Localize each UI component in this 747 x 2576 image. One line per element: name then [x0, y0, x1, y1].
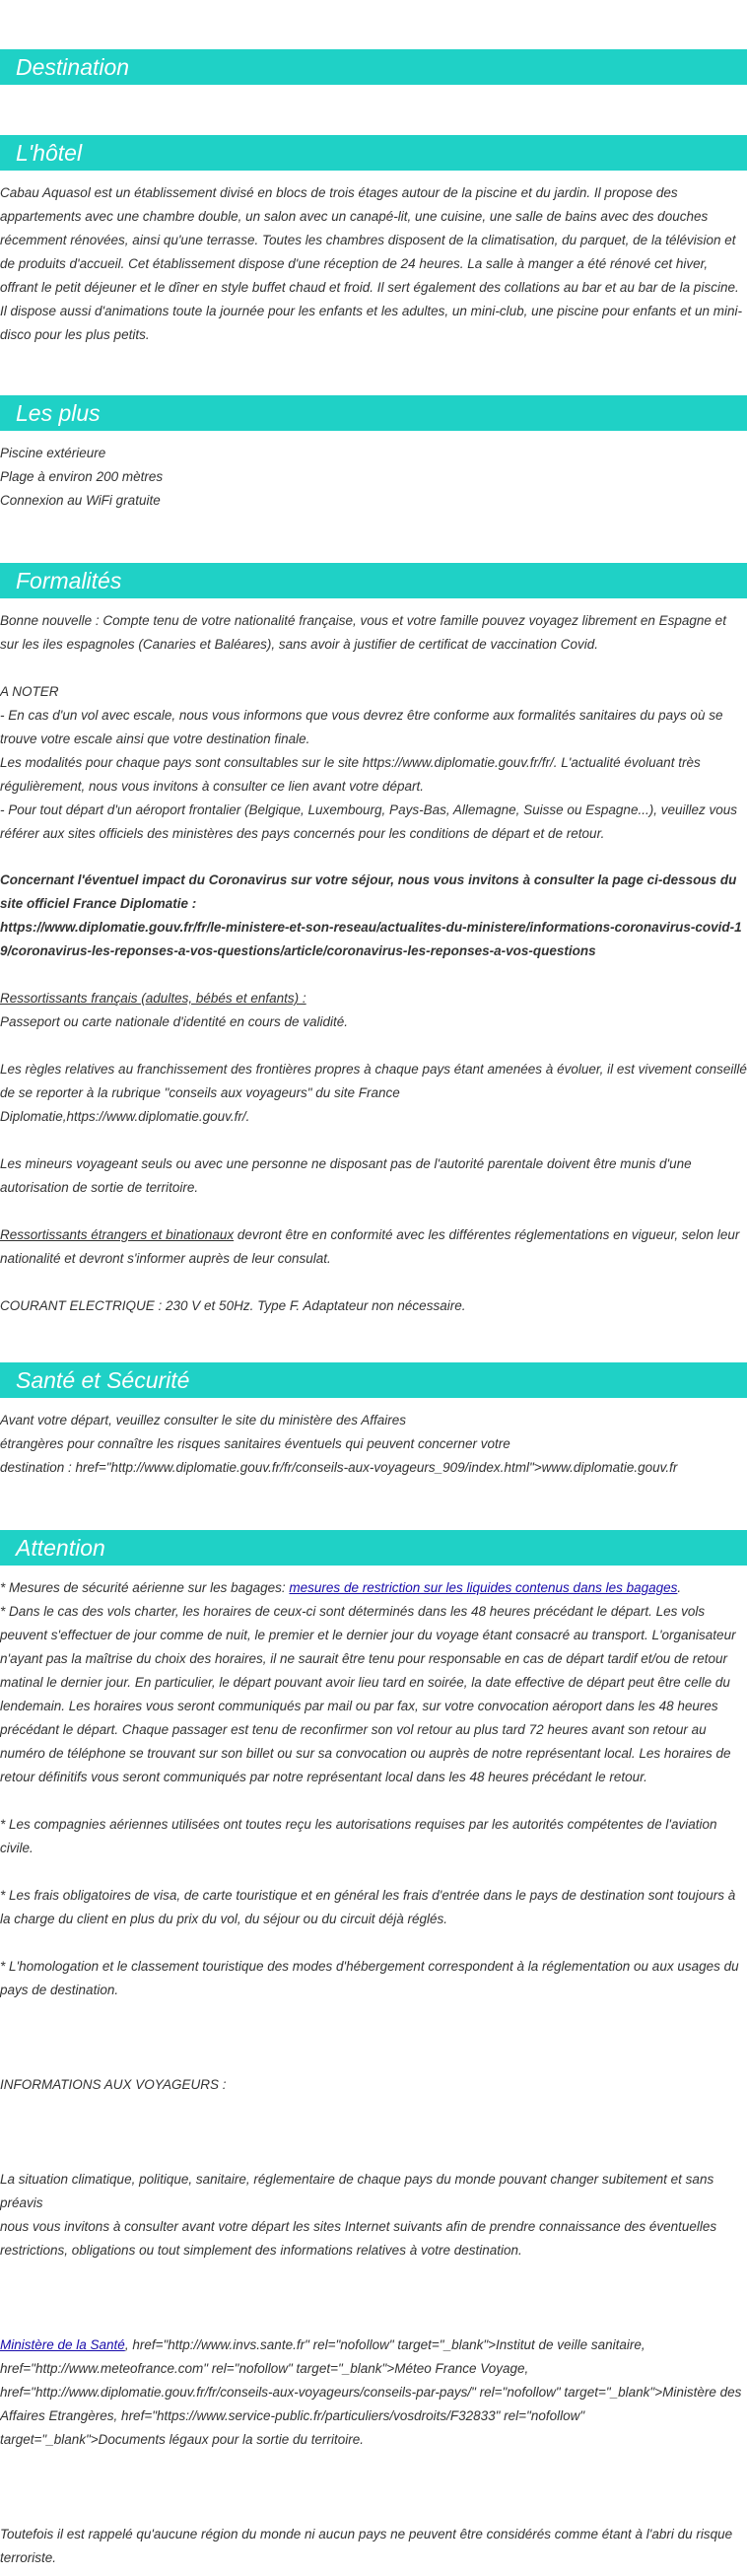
a-noter-heading: A NOTER [0, 684, 59, 699]
section-header-formalites: Formalités [0, 563, 747, 598]
section-header-attention: Attention [0, 1530, 747, 1566]
bagages-suffix: . [677, 1580, 682, 1595]
charter-text: * Dans le cas des vols charter, les horaires de ceux-ci sont déterminés dans les 48 heures précédant le départ. Les vols peuvent s'effectuer de jour comme de nuit, le premier et le dernier jour du voyage étant consacré au transport. L'organisateur n'ayant pas la maîtrise du choix des horaires, il ne saurait être tenu pour responsable en cas de départ tardif et/ou de retour matinal le dernier jour. En particulier, le départ pouvant avoir lieu tard en soirée, la date effective de départ peut être celle du lendemain. Les horaires vous seront communiqués par mail ou par fax, sur votre convocation aéroport dans les 48 heures précédant le départ. Chaque passager est tenu de reconfirmer son vol retour au plus tard 72 heures avant son retour au numéro de téléphone se trouvant sur son billet ou sur sa convocation ou auprès de notre représentant local. Les horaires de retour définitifs vous seront communiqués par notre représentant local dans les 48 heures précédant le retour. [0, 1604, 736, 1784]
etrangers-heading: Ressortissants étrangers et binationaux [0, 1227, 235, 1242]
section-header-hotel: L'hôtel [0, 135, 747, 171]
bagages-restriction-link[interactable]: mesures de restriction sur les liquides contenus dans les bagages [289, 1580, 678, 1595]
toutefois-text: Toutefois il est rappelé qu'aucune région du monde ni aucun pays ne peuvent être considérés comme étant à l'abri du risque terroriste. [0, 2527, 733, 2565]
compagnies-text: * Les compagnies aériennes utilisées ont toutes reçu les autorisations requises par les autorités compétentes de l'aviation civile. [0, 1817, 717, 1855]
plus-item: Piscine extérieure [0, 446, 106, 460]
homologation-text: * L'homologation et le classement touristique des modes d'hébergement correspondent à la réglementation ou aux usages du pays de destination. [0, 1959, 739, 1997]
a-noter-escale: - En cas d'un vol avec escale, nous vous informons que vous devrez être conforme aux formalités sanitaires du pays où se trouve votre escale ainsi que votre destination finale. [0, 708, 723, 746]
informations-voyageurs-heading: INFORMATIONS AUX VOYAGEURS : [0, 2077, 227, 2092]
etrangers-text [0, 1223, 747, 1271]
section-header-sante: Santé et Sécurité [0, 1362, 747, 1398]
ressortissants-francais-text: Passeport ou carte nationale d'identité en cours de validité. [0, 1014, 349, 1029]
coronavirus-block [0, 869, 747, 963]
section-header-plus: Les plus [0, 395, 747, 431]
regles-block [0, 1058, 747, 1129]
mineurs-text: Les mineurs voyageant seuls ou avec une personne ne disposant pas de l'autorité parentale doivent être munis d'une autorisation de sortie de territoire. [0, 1156, 692, 1195]
situation-text: La situation climatique, politique, sanitaire, réglementaire de chaque pays du monde pouvant changer subitement et sans préavis [0, 2172, 714, 2210]
regles-diplomatie: Diplomatie,https://www.diplomatie.gouv.fr/. [0, 1109, 250, 1124]
bagages-text [0, 1576, 747, 1600]
situation-invitation: nous vous invitons à consulter avant votre départ les sites Internet suivants afin de prendre connaissance des éventuelles restrictions, obligations ou tout simplement des informations relatives à votre destination. [0, 2219, 717, 2258]
a-noter-frontalier: - Pour tout départ d'un aéroport frontalier (Belgique, Luxembourg, Pays-Bas, Allemagne, Suisse ou Espagne...), veuillez vous référer aux sites officiels des ministères des pays concernés pour les conditions de départ et de retour. [0, 802, 737, 841]
sante-line: destination : href="http://www.diplomatie.gouv.fr/fr/conseils-aux-voyageurs_909/index.html">www.diplomatie.gouv.fr [0, 1460, 678, 1475]
a-noter-block [0, 680, 747, 846]
ministere-sante-link[interactable]: Ministère de la Santé [0, 2337, 125, 2352]
ressortissants-francais-heading: Ressortissants français (adultes, bébés et enfants) : [0, 991, 306, 1006]
situation-block [0, 2168, 747, 2263]
formalites-intro: Bonne nouvelle : Compte tenu de votre nationalité française, vous et votre famille pouvez voyagez librement en Espagne et sur les iles espagnoles (Canaries et Baléares), sans avoir à justifier de certificat de vaccination Covid. [0, 613, 726, 652]
ministere-sites-rest: , href="http://www.invs.sante.fr" rel="nofollow" target="_blank">Institut de veille sanitaire, href="http://www.meteofrance.com" rel="nofollow" target="_blank">Méteo France Voyage, href="http://www.diplomatie.gouv.fr/fr/conseils-aux-voyageurs/conseils-par-pays/" rel="nofollow" target="_blank">Ministère des Affaires Etrangères, href="https://www.service-public.fr/particuliers/vosdroits/F32833" rel="nofollow" target="_blank">Documents légaux pour la sortie du territoire. [0, 2337, 742, 2447]
bagages-prefix: * Mesures de sécurité aérienne sur les bagages: [0, 1580, 290, 1595]
plus-list [0, 442, 747, 513]
frais-text: * Les frais obligatoires de visa, de carte touristique et en général les frais d'entrée dans le pays de destination sont toujours à la charge du client en plus du prix du vol, du séjour ou du circuit déjà réglés. [0, 1888, 736, 1926]
sante-line: étrangères pour connaître les risques sanitaires éventuels qui peuvent concerner votre [0, 1436, 510, 1451]
ressortissants-francais-block [0, 987, 747, 1034]
plus-item: Plage à environ 200 mètres [0, 469, 164, 484]
coronavirus-url[interactable]: https://www.diplomatie.gouv.fr/fr/le-ministere-et-son-reseau/actualites-du-ministere/informations-coronavirus-covid-19/coronavirus-les-reponses-a-vos-questions/article/coronavirus-les-reponses-a-vos-questions [0, 920, 742, 958]
section-header-destination: Destination [0, 49, 747, 85]
a-noter-modalites: Les modalités pour chaque pays sont consultables sur le site https://www.diplomatie.gouv.fr/fr/. L'actualité évoluant très régulièrement, nous vous invitons à consulter ce lien avant votre départ. [0, 755, 701, 794]
sante-block [0, 1409, 747, 1480]
etrangers-detail: devront être en conformité avec les différentes réglementations en vigueur, selon leur nationalité et devront s'informer auprès de leur consulat. [0, 1227, 740, 1266]
ministere-sites [0, 2333, 747, 2452]
hotel-description: Cabau Aquasol est un établissement divisé en blocs de trois étages autour de la piscine et du jardin. Il propose des appartements avec une chambre double, un salon avec un canapé-lit, une cuisine, une salle de bains avec des douches récemment rénovées, ainsi qu'une terrasse. Toutes les chambres disposent de la climatisation, du parquet, de la télévision et de produits d'accueil. Cet établissement dispose d'une réception de 24 heures. La salle à manger a été rénové cet hiver, offrant le petit déjeuner et le dîner en style buffet chaud et froid. Il sert également des collations au bar et au bar de la piscine. Il dispose aussi d'animations toute la journée pour les enfants et les adultes, un mini-club, une piscine pour enfants et un mini-disco pour les plus petits. [0, 185, 743, 342]
plus-item: Connexion au WiFi gratuite [0, 493, 161, 508]
coronavirus-text: Concernant l'éventuel impact du Coronavirus sur votre séjour, nous vous invitons à consulter la page ci-dessous du site officiel France Diplomatie : [0, 872, 737, 911]
sante-line: Avant votre départ, veuillez consulter le site du ministère des Affaires [0, 1413, 406, 1427]
regles-text: Les règles relatives au franchissement des frontières propres à chaque pays étant amenées à évoluer, il est vivement conseillé de se reporter à la rubrique "conseils aux voyageurs" du site France [0, 1062, 747, 1100]
courant-electrique: COURANT ELECTRIQUE : 230 V et 50Hz. Type F. Adaptateur non nécessaire. [0, 1298, 466, 1313]
